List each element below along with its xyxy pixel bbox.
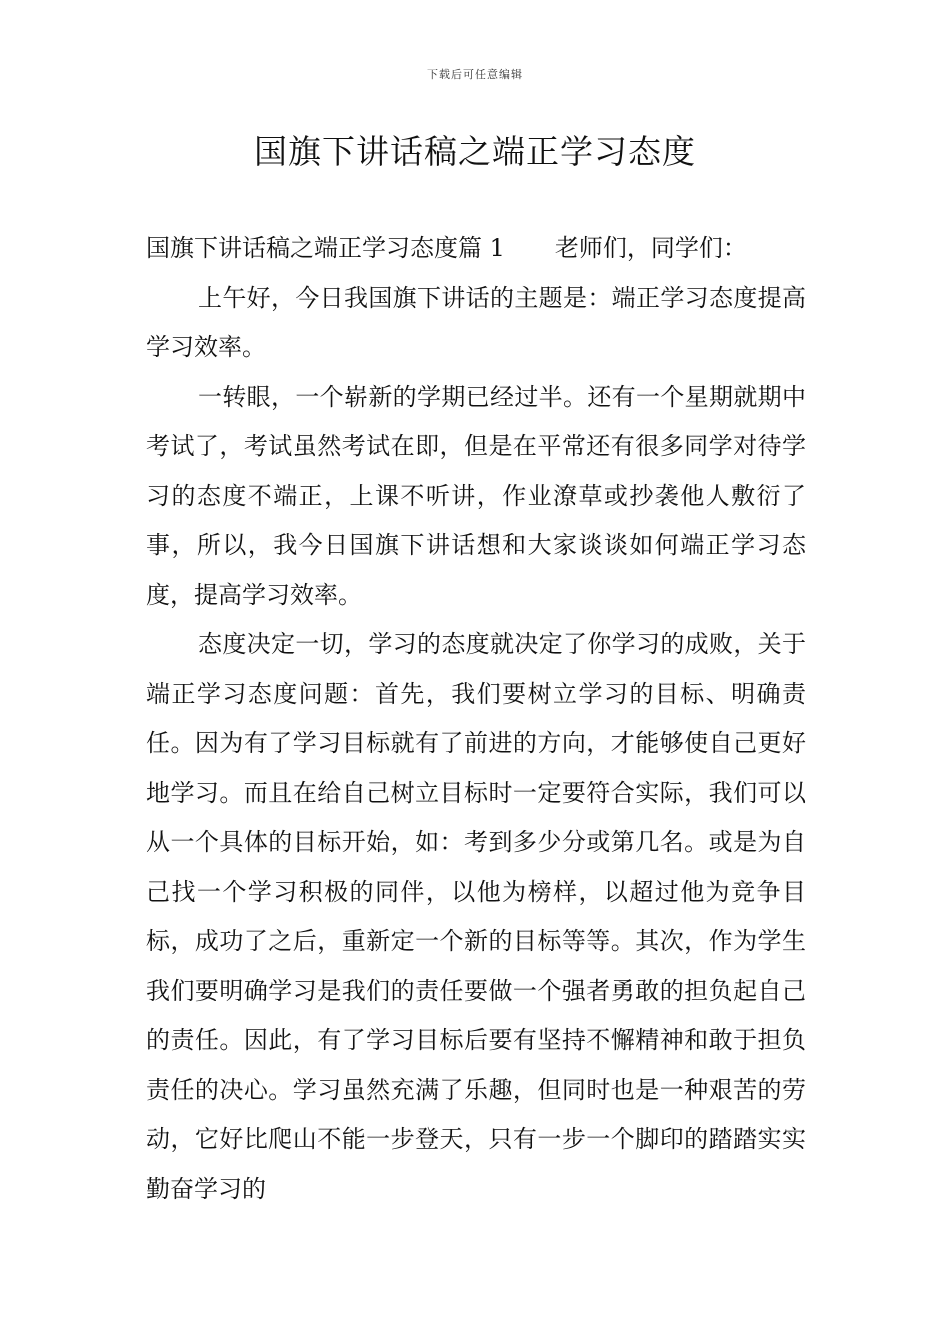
header-note: 下载后可任意编辑 bbox=[427, 68, 523, 81]
section-heading-line bbox=[146, 224, 806, 274]
document-body bbox=[146, 224, 806, 1214]
paragraph-3: 态度决定一切，学习的态度就决定了你学习的成败，关于端正学习态度问题：首先，我们要树立学习的目标、明确责任。因为有了学习目标就有了前进的方向，才能够使自己更好地学习。而且在给自己树立目标时一定要符合实际，我们可以从一个具体的目标开始，如：考到多少分或第几名。或是为自己找一个学习积极的同伴，以他为榜样，以超过他为竞争目标，成功了之后，重新定一个新的目标等等。其次，作为学生我们要明确学习是我们的责任要做一个强者勇敢的担负起自己的责任。因此，有了学习目标后要有坚持不懈精神和敢于担负责任的决心。学习虽然充满了乐趣，但同时也是一种艰苦的劳动，它好比爬山不能一步登天，只有一步一个脚印的踏踏实实勤奋学习的 bbox=[146, 630, 806, 1203]
section-label: 国旗下讲话稿之端正学习态度篇 1 bbox=[146, 234, 505, 262]
greeting: 老师们，同学们： bbox=[554, 234, 747, 262]
paragraph-1: 上午好，今日我国旗下讲话的主题是：端正学习态度提高学习效率。 bbox=[146, 283, 806, 361]
paragraph-2: 一转眼，一个崭新的学期已经过半。还有一个星期就期中考试了，考试虽然考试在即，但是在平常还有很多同学对待学习的态度不端正，上课不听讲，作业潦草或抄袭他人敷衍了事，所以，我今日国旗下讲话想和大家谈谈如何端正学习态度，提高学习效率。 bbox=[146, 382, 806, 609]
document-title: 国旗下讲话稿之端正学习态度 bbox=[254, 132, 696, 171]
